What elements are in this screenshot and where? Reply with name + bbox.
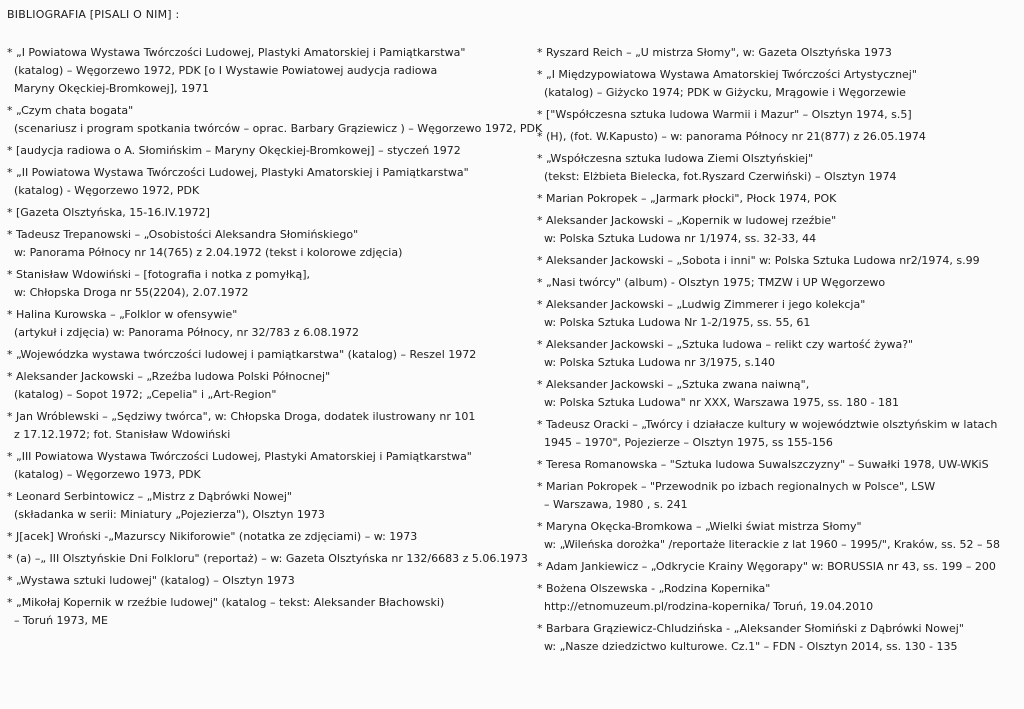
bibliography-entry-line: * Aleksander Jackowski – „Kopernik w ludowej rzeźbie" [537,214,837,227]
bibliography-entry [7,226,512,262]
bibliography-entry-line: * (H), (fot. W.Kapusto) – w: panorama Północy nr 21(877) z 26.05.1974 [537,130,926,143]
bibliography-entry-line: (scenariusz i program spotkania twórców – oprac. Barbary Grąziewicz ) – Węgorzewo 1972, PDK [14,122,543,135]
bibliography-entry [7,550,528,568]
bibliography-entry-line: * Marian Pokropek – "Przewodnik po izbach regionalnych w Polsce", LSW [537,480,936,493]
bibliography-entry-line: w: Polska Sztuka Ludowa nr 1/1974, ss. 32-33, 44 [544,232,817,245]
bibliography-entry-line: w: Chłopska Droga nr 55(2204), 2.07.1972 [14,286,249,299]
bibliography-entry [537,296,1017,332]
bibliography-entry [537,274,1017,292]
bibliography-entry-line: * Stanisław Wdowiński – [fotografia i notka z pomyłką], [7,268,310,281]
bibliography-entry-line: (katalog) – Węgorzewo 1973, PDK [14,468,201,481]
bibliography-entry-line: * „I Powiatowa Wystawa Twórczości Ludowej, Plastyki Amatorskiej i Pamiątkarstwa" [7,46,466,59]
bibliography-entry [7,306,512,342]
bibliography-entry-line: w: Polska Sztuka Ludowa Nr 1-2/1975, ss. 55, 61 [544,316,811,329]
bibliography-entry-line: * Tadeusz Trepanowski – „Osobistości Aleksandra Słomińskiego" [7,228,359,241]
bibliography-entry [7,368,512,404]
bibliography-entry-line: http://etnomuzeum.pl/rodzina-kopernika/ Toruń, 19.04.2010 [544,600,874,613]
bibliography-entry-line: * J[acek] Wroński -„Mazurscy Nikiforowie" (notatka ze zdjęciami) – w: 1973 [7,530,418,543]
bibliography-entry [537,44,1017,62]
bibliography-entry-line: * Aleksander Jackowski – „Sobota i inni" w: Polska Sztuka Ludowa nr2/1974, s.99 [537,254,980,267]
bibliography-entry-line: * Maryna Okęcka-Bromkowa – „Wielki świat mistrza Słomy" [537,520,862,533]
bibliography-entry-line: * „Czym chata bogata" [7,104,134,117]
bibliography-entry [7,448,512,484]
bibliography-entry [537,190,1017,208]
bibliography-entry-line: * Aleksander Jackowski – „Ludwig Zimmerer i jego kolekcja" [537,298,866,311]
bibliography-entry [537,376,1017,412]
bibliography-entry [537,128,1017,146]
bibliography-entry [537,106,1017,124]
bibliography-entry [537,66,1017,102]
bibliography-entry-line: * Teresa Romanowska – "Sztuka ludowa Suwalszczyzny" – Suwałki 1978, UW-WKiS [537,458,989,471]
bibliography-entry-line: Maryny Okęckiej-Bromkowej], 1971 [14,82,209,95]
bibliography-entry-line: * [Gazeta Olsztyńska, 15-16.IV.1972] [7,206,210,219]
bibliography-entry-line: * „I Międzypowiatowa Wystawa Amatorskiej Twórczości Artystycznej" [537,68,917,81]
bibliography-entry [7,528,512,546]
bibliography-entry-line: * Jan Wróblewski – „Sędziwy twórca", w: Chłopska Droga, dodatek ilustrowany nr 101 [7,410,476,423]
bibliography-entry-line: * „II Powiatowa Wystawa Twórczości Ludowej, Plastyki Amatorskiej i Pamiątkarstwa" [7,166,469,179]
bibliography-entry-line: * „Wojewódzka wystawa twórczości ludowej i pamiątkarstwa" (katalog) – Reszel 1972 [7,348,477,361]
bibliography-entry [7,408,512,444]
page-title: BIBLIOGRAFIA [PISALI O NIM] : [7,8,180,21]
bibliography-entry-line: * Tadeusz Oracki – „Twórcy i działacze kultury w województwie olsztyńskim w latach [537,418,998,431]
bibliography-entry-line: * Halina Kurowska – „Folklor w ofensywie" [7,308,238,321]
bibliography-entry-line: z 17.12.1972; fot. Stanisław Wdowiński [14,428,231,441]
bibliography-entry [537,478,1017,514]
bibliography-entry [537,620,1017,656]
bibliography-entry-line: (artykuł i zdjęcia) w: Panorama Północy, nr 32/783 z 6.08.1972 [14,326,359,339]
bibliography-entry-line: (katalog) - Węgorzewo 1972, PDK [14,184,200,197]
bibliography-entry-line: * (a) –„ III Olsztyńskie Dni Folkloru" (reportaż) – w: Gazeta Olsztyńska nr 132/6683 z 5.06.1973 [7,552,528,565]
bibliography-entry [537,456,1017,474]
bibliography-entry [7,164,512,200]
bibliography-entry-line: w: Polska Sztuka Ludowa nr 3/1975, s.140 [544,356,775,369]
bibliography-entry [537,336,1017,372]
bibliography-entry-line: w: Panorama Północy nr 14(765) z 2.04.1972 (tekst i kolorowe zdjęcia) [14,246,403,259]
bibliography-entry-line: * Aleksander Jackowski – „Sztuka zwana naiwną", [537,378,810,391]
bibliography-entry-line: – Warszawa, 1980 , s. 241 [544,498,688,511]
bibliography-entry-line: (składanka w serii: Miniatury „Pojezierza"), Olsztyn 1973 [14,508,325,521]
bibliography-entry [7,594,512,630]
bibliography-entry [7,266,512,302]
bibliography-entry-line: (katalog) – Giżycko 1974; PDK w Giżycku, Mrągowie i Węgorzewie [544,86,906,99]
bibliography-right-column [537,44,1017,660]
bibliography-entry-line: * „Mikołaj Kopernik w rzeźbie ludowej" (katalog – tekst: Aleksander Błachowski) [7,596,445,609]
bibliography-entry-line: * „III Powiatowa Wystawa Twórczości Ludowej, Plastyki Amatorskiej i Pamiątkarstwa" [7,450,472,463]
bibliography-entry [537,150,1017,186]
bibliography-entry-line: (katalog) – Węgorzewo 1972, PDK [o I Wystawie Powiatowej audycja radiowa [14,64,438,77]
bibliography-entry [537,558,1017,576]
bibliography-entry [537,580,1017,616]
bibliography-entry [537,416,1017,452]
bibliography-entry [7,346,512,364]
bibliography-entry [537,252,1017,270]
bibliography-entry-line: * „Współczesna sztuka ludowa Ziemi Olsztyńskiej" [537,152,814,165]
bibliography-entry-line: * [audycja radiowa o A. Słomińskim – Maryny Okęckiej-Bromkowej] – styczeń 1972 [7,144,461,157]
bibliography-entry-line: * „Wystawa sztuki ludowej" (katalog) – Olsztyn 1973 [7,574,295,587]
bibliography-entry [7,44,512,98]
bibliography-entry [7,102,543,138]
bibliography-entry-line: * Barbara Grąziewicz-Chludzińska - „Aleksander Słomiński z Dąbrówki Nowej" [537,622,964,635]
bibliography-entry-line: – Toruń 1973, ME [14,614,108,627]
bibliography-left-column [7,44,543,634]
bibliography-entry-line: w: Polska Sztuka Ludowa" nr XXX, Warszawa 1975, ss. 180 - 181 [544,396,900,409]
bibliography-entry [7,142,512,160]
bibliography-entry-line: w: „Wileńska dorożka" /reportaże literackie z lat 1960 – 1995/", Kraków, ss. 52 – 58 [544,538,1001,551]
bibliography-entry-line: * Bożena Olszewska - „Rodzina Kopernika" [537,582,771,595]
bibliography-entry-line: * Adam Jankiewicz – „Odkrycie Krainy Węgorapy" w: BORUSSIA nr 43, ss. 199 – 200 [537,560,996,573]
bibliography-entry-line: * Aleksander Jackowski – „Rzeźba ludowa Polski Północnej" [7,370,331,383]
bibliography-entry [7,204,512,222]
bibliography-entry-line: (katalog) – Sopot 1972; „Cepelia" i „Art-Region" [14,388,277,401]
bibliography-entry-line: w: „Nasze dziedzictwo kulturowe. Cz.1" – FDN - Olsztyn 2014, ss. 130 - 135 [544,640,958,653]
bibliography-entry-line: * Ryszard Reich – „U mistrza Słomy", w: Gazeta Olsztyńska 1973 [537,46,892,59]
bibliography-entry-line: * „Nasi twórcy" (album) - Olsztyn 1975; TMZW i UP Węgorzewo [537,276,886,289]
bibliography-entry-line: * Marian Pokropek – „Jarmark płocki", Płock 1974, POK [537,192,837,205]
bibliography-entry [7,572,512,590]
bibliography-entry [537,518,1017,554]
bibliography-entry-line: * ["Współczesna sztuka ludowa Warmii i Mazur" – Olsztyn 1974, s.5] [537,108,912,121]
bibliography-entry [7,488,512,524]
bibliography-entry [537,212,1017,248]
bibliography-entry-line: (tekst: Elżbieta Bielecka, fot.Ryszard Czerwiński) – Olsztyn 1974 [544,170,897,183]
bibliography-entry-line: * Aleksander Jackowski – „Sztuka ludowa – relikt czy wartość żywa?" [537,338,914,351]
bibliography-entry-line: 1945 – 1970", Pojezierze – Olsztyn 1975, ss 155-156 [544,436,833,449]
bibliography-entry-line: * Leonard Serbintowicz – „Mistrz z Dąbrówki Nowej" [7,490,292,503]
